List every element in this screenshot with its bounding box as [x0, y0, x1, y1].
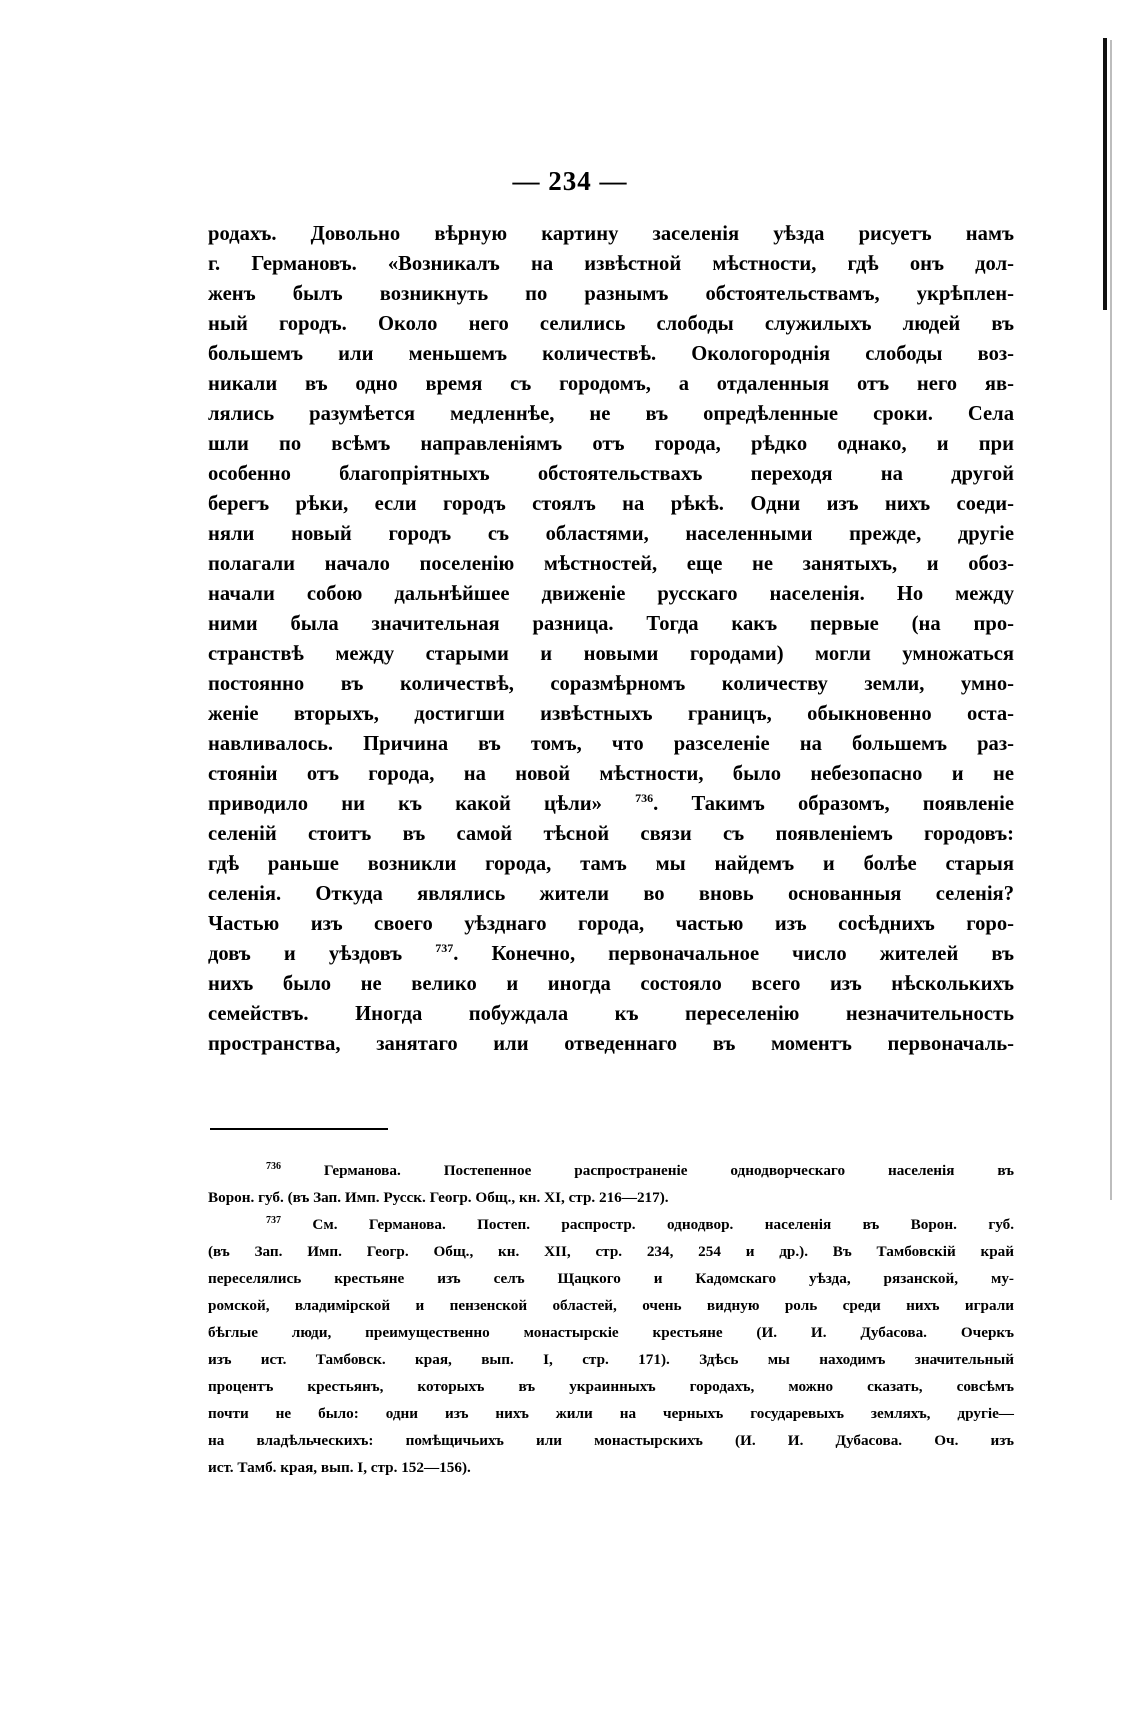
footnote-737	[208, 1211, 1014, 1238]
page-number: — 234 —	[512, 166, 628, 196]
footnote-ref-737: 737	[435, 941, 454, 956]
footnote-number: 736	[266, 1160, 281, 1172]
text-line: селеній стоитъ въ самой тѣсной связи съ появленіемъ городовъ:	[208, 823, 1014, 845]
footnote-736	[208, 1157, 1014, 1184]
text-fragment: приводило ни къ какой цѣли»	[208, 793, 602, 815]
text-line: женіе вторыхъ, достигши извѣстныхъ границъ, обыкновенно оста-	[208, 703, 1014, 725]
footnote-line: на владѣльческихъ: помѣщичьихъ или монастырскихъ (И. И. Дубасова. Оч. изъ	[208, 1432, 1014, 1449]
text-line: г. Германовъ. «Возникалъ на извѣстной мѣстности, гдѣ онъ дол-	[208, 253, 1014, 275]
text-line: пространства, занятаго или отведеннаго въ моментъ первоначаль-	[208, 1033, 1014, 1055]
text-fragment: довъ и уѣздовъ	[208, 943, 403, 965]
text-line: стояніи отъ города, на новой мѣстности, было небезопасно и не	[208, 763, 1014, 785]
footnote-line: (въ Зап. Имп. Геогр. Общ., кн. XII, стр. 234, 254 и др.). Въ Тамбовскій край	[208, 1243, 1014, 1260]
text-line: навливалось. Причина въ томъ, что разселеніе на большемъ раз-	[208, 733, 1014, 755]
footnote-number: 737	[266, 1214, 281, 1226]
scan-edge-line	[1110, 40, 1112, 1200]
text-line: селенія. Откуда являлись жители во вновь основанныя селенія?	[208, 883, 1014, 905]
text-line: шли по всѣмъ направленіямъ отъ города, рѣдко однако, и при	[208, 433, 1014, 455]
footnote-line: ромской, владимірской и пензенской областей, очень видную роль среди нихъ играли	[208, 1297, 1014, 1314]
footnote-line: почти не было: одни изъ нихъ жили на черныхъ государевыхъ земляхъ, другіе—	[208, 1405, 1014, 1422]
text-line: родахъ. Довольно вѣрную картину заселенія уѣзда рисуетъ намъ	[208, 223, 1014, 245]
footnote-line: ист. Тамб. края, вып. I, стр. 152—156).	[208, 1459, 471, 1476]
text-line: ними была значительная разница. Тогда какъ первые (на про-	[208, 613, 1014, 635]
text-line: ный городъ. Около него селились слободы служилыхъ людей въ	[208, 313, 1014, 335]
text-line: полагали начало поселенію мѣстностей, еще не занятыхъ, и обоз-	[208, 553, 1014, 575]
footnotes	[208, 1157, 1014, 1481]
text-line-with-ref	[208, 789, 1014, 819]
text-line: постоянно въ количествѣ, соразмѣрномъ количеству земли, умно-	[208, 673, 1014, 695]
footnote-text: См. Германова. Постеп. распростр. однодвор. населенія въ Ворон. губ.	[312, 1216, 1015, 1233]
footnote-text: Германова. Постепенное распространеніе однодворческаго населенія въ	[323, 1162, 1014, 1179]
text-line: нихъ было не велико и иногда состояло всего изъ нѣсколькихъ	[208, 973, 1014, 995]
footnote-ref-736: 736	[635, 791, 654, 806]
text-line: странствѣ между старыми и новыми городами) могли умножаться	[208, 643, 1014, 665]
text-line: никали въ одно время съ городомъ, а отдаленныя отъ него яв-	[208, 373, 1014, 395]
text-line: Частью изъ своего уѣзднаго города, частью изъ сосѣднихъ горо-	[208, 913, 1014, 935]
text-line: женъ былъ возникнуть по разнымъ обстоятельствамъ, укрѣплен-	[208, 283, 1014, 305]
text-line: большемъ или меньшемъ количествѣ. Окологороднія слободы воз-	[208, 343, 1014, 365]
text-fragment: . Такимъ образомъ, появленіе	[653, 793, 1014, 815]
text-line: особенно благопріятныхъ обстоятельствахъ переходя на другой	[208, 463, 1014, 485]
footnote-line: переселялись крестьяне изъ селъ Щацкого и Кадомскаго уѣзда, рязанской, му-	[208, 1270, 1014, 1287]
footnote-line: изъ ист. Тамбовск. края, вып. I, стр. 171). Здѣсь мы находимъ значительный	[208, 1351, 1014, 1368]
footnote-line: Ворон. губ. (въ Зап. Имп. Русск. Геогр. Общ., кн. XI, стр. 216—217).	[208, 1189, 669, 1206]
text-line: лялись разумѣется медленнѣе, не въ опредѣленные сроки. Села	[208, 403, 1014, 425]
text-line: няли новый городъ съ областями, населенными прежде, другіе	[208, 523, 1014, 545]
footnote-line: процентъ крестьянъ, которыхъ въ украинныхъ городахъ, можно сказать, совсѣмъ	[208, 1378, 1014, 1395]
text-line: гдѣ раньше возникли города, тамъ мы найдемъ и болѣе старыя	[208, 853, 1014, 875]
text-line: семействъ. Иногда побуждала къ переселенію незначительность	[208, 1003, 1014, 1025]
text-fragment: . Конечно, первоначальное число жителей въ	[453, 943, 1014, 965]
text-line: начали собою дальнѣйшее движеніе русскаго населенія. Но между	[208, 583, 1014, 605]
footnote-separator	[210, 1128, 388, 1130]
main-text	[208, 219, 1014, 1059]
text-line: берегъ рѣки, если городъ стоялъ на рѣкѣ. Одни изъ нихъ соеди-	[208, 493, 1014, 515]
text-line-with-ref	[208, 939, 1014, 969]
footnote-line: бѣглые люди, преимущественно монастырскіе крестьяне (И. И. Дубасова. Очеркъ	[208, 1324, 1014, 1341]
